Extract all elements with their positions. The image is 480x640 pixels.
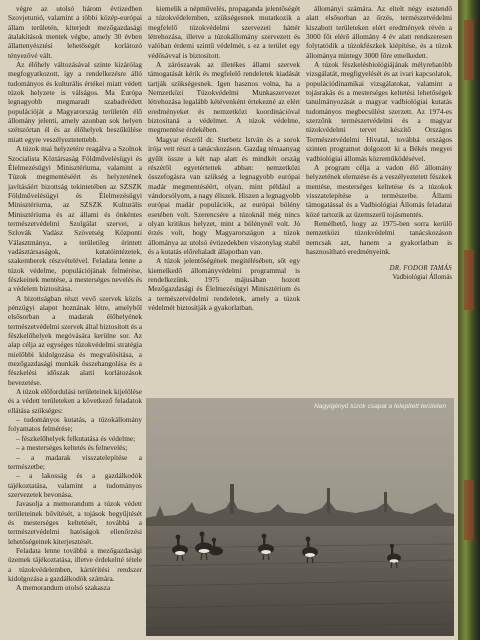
author-signature: [306, 264, 452, 282]
list-item: – tudományos kutatás, a túzokállomány folyamatos felmérése;: [8, 415, 142, 434]
paragraph: végre az utolsó három évtizedben Szovjetunió, valamint a többi közép-európai állam területén, kiterjedt mezőgazdasági átalakítások mentek végbe, amely 30 évben állattenyésztési lehetőségét korlátozó tényezővé vált.: [8, 4, 142, 60]
paragraph: Remélhető, hogy az 1975-ben sorra kerülő nemzetközi túzokvédelmi tanácskozáson nemcsak azt, hanem a gyakorlatban is hasznosítható eredményeink.: [306, 218, 452, 256]
paragraph: A túzok előfordulási területeinek kijelölése és a védett területeken a következő feladatok ellátása szükséges:: [8, 387, 142, 415]
list-item: – a mesterséges keltetés és felnevelés;: [16, 443, 128, 453]
paragraph: Feladata lenne továbbá a mezőgazdasági üzemek tájékoztatása, illetve érdekeltté tétele a túzokvédelemben, kártérítési rendszer kidolgozása a gazdálkodók számára.: [8, 545, 142, 583]
list-item: – fészkelőhelyek felkutatása és védelme;: [16, 433, 136, 443]
paragraph: A bizottságban részt vevő szervek közös pénzügyi alapot hoznának létre, amelyből elsősorban a madarak élőhelyének természetvédelmi szervek által biztosított és a fészkelőhelyek megóvására kerülne sor. Az alap célja az egységes túzokvédelmi stratégia mielőbbi kidolgozása és megvalósítása, a mezőgazdasági munkák összehangolása és a fészkelési időszak alatti korlátozások bevezetése.: [8, 293, 142, 387]
paragraph: állományi számára. Az eltelt négy esztendő alatt elsősorban az őrzés, természetvédelmi kiszabott területeken elért eredmények révén a 3000 főt elérő állomány 4 év alatt rendszeresen folytatódik a túzokfészkek kiépítése, és a túzok állománya mintegy 3000 főre emelkedett.: [306, 4, 452, 60]
list-item: – a lakosság és a gazdálkodók tájékoztatása, valamint a tudományos szervezetek bevonása.: [8, 471, 142, 499]
text-column-right: [306, 4, 452, 399]
paragraph: A zárószavak az illetékes állami szervek támogatását kérik és megfelelő rendeletek kiadását tartják szükségesnek. Igen hasznos volna, ha a Nemzetközi Túzokvédelmi Munkaszervezet létrehozása legalább kétévenként értekezné az elért eredményeket és nemzetközi koordinációval biztosítaná a védelmet. A túzok védelme, megmentése érdekében.: [148, 60, 300, 135]
paragraph: Magyar részről dr. Sterbetz István és a sorok írója vett részt a tanácskozáson. Gazdag témaanyag gyűlt össze a két nap alatt és mindkét ország részéről egyetértettek abban: nemzetközi összefogásra van szükség a legnagyobb európai madár megmentéséért, olyan, mint például a vándorsólyom, a nagy éliszek. Hiszen a legnagyobb európai madár populációk, az európai bölény esetében volt. Szerencsére a túzoknál még nincs olyan kritikus helyzet, mint a bölénynél volt. Jó érzés volt, hogy Magyarországon a túzok állománya az utolsó évtizedekben viszonylag stabil és a kutatás előrehaladt állapotban van.: [148, 134, 300, 256]
paragraph: A túzok mai helyzetére reagálva a Szolnok Szocialista Köztársaság Földművelésügyi és Élelmezésügyi Minisztériuma, valamint a Túzok megmentéséért és helyzetének javításáért bizottság tekintetében az SZSZK Földművelésügyi és Élelmezésügyi Minisztériuma, az SZSZK Kulturális Minisztériuma és az állami és önkéntes természetvédelmi Szolgálat szervei, a Szlovák Vadász Szövetség Központi Választmánya, a területileg érintett vadásztársaságok, kutatóintézetek, szakemberek részvételével. Feladata lenne a túzok védelme, populációjának felmérése, fészkeinek mentése, a mesterséges nevelés és a védelem biztosítása.: [8, 144, 142, 294]
paragraph: A program célja a vadon élő állomány helyzetének elemzése és a veszélyeztetett fészkek mentése, mesterséges keltetése és a túzokok visszatelepítése a természetbe. Állami támogatással és a Vadbiológiai Állomás feladatai közé tartozik az üzemszerű tojásmentés.: [306, 162, 452, 219]
paragraph: A memorandum utolsó szakasza: [16, 583, 111, 593]
bustard-photo: [146, 398, 454, 636]
field-with-birds-image: [146, 398, 454, 636]
text-column-left: [8, 4, 142, 634]
author-name: DR. FODOR TAMÁS: [389, 265, 452, 273]
list-item: – a madarak visszatelepítése a természetbe;: [8, 452, 142, 471]
text-column-middle: [148, 4, 300, 399]
photo-caption: Nagyigényű túzok csapat a telepített területen: [314, 403, 446, 410]
paragraph: Javasolja a memorandum a túzok védett területeinek bővítését, a tojások begyűjtését és mesterséges keltetését, továbbá a természetvédelmi hatóságok ellenőrzési lehetőségeinek kiterjesztését.: [8, 499, 142, 546]
paragraph: A túzok fészkelésbiológiájának mélyrehatóbb vizsgálatát, megfigyelését és az ivari kapcsolatok, populációdinamikai vizsgálatokat, valamint a tojásrakás és a mesterséges keltetési lehetőségek tanulmányozását a magyar vadbiológiai kutatás tudományos megbecsülést szerzett. Az 1974-es szerzőnk természetvédelmi és a magyar túzokvédelmi tervet készítő Országos Természetvédelmi Hivatal, továbbá országos szinten programot dolgozott ki a Békés megyei vadbiológiai állomás közreműködésével.: [306, 60, 452, 163]
author-affiliation: Vadbiológiai Állomás: [392, 274, 452, 282]
adjacent-page-edge: [458, 0, 480, 640]
paragraph: Az élőhely változásával szinte kizárólag megfogyatkozott, így a rendelkezésre álló tudományos és kulturális értékei miatt védett túzok helyzete is válságos. Ma Európa legnagyobb megmaradt szabadvédett populációját a Magyarország területén élő állomány jelenti, amely azonban sok helyen szétszórtan él és az élőhelyek beszűkülése miatt egyre veszélyeztetettebb.: [8, 60, 142, 144]
paragraph: A túzok jelentőségének megítélésében, sőt egy kiemelkedő állományvédelmi programmal is rendelkezünk. 1975 májusában hozott Mezőgazdasági és Élelmezésügyi Minisztérium és a természetvédelmi rendeletek, amely a túzok védelmét biztosítják a gyakorlatban.: [148, 256, 300, 312]
paragraph: kiemelik a népművelés, propaganda jelentőségét a túzokvédelemben, szükségesnek mutatkozik a megfelelő túzokvédelmi szervezeti háttér létrehozása, illetve a túzokállomány szervezett és valóban érdemi szintű védelmét, s ez a terület egy védősávval is biztosított.: [148, 4, 300, 60]
